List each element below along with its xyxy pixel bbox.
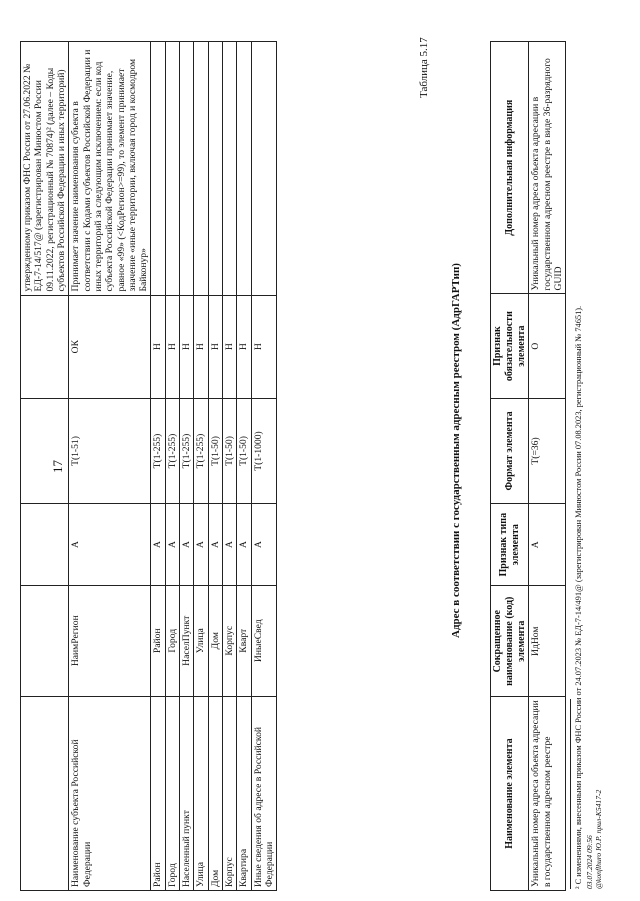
cell-type: А <box>223 504 237 586</box>
footnote-meta-ref: @konflhuro Ю.Р. прил-К5417-2 <box>593 789 603 889</box>
cell-mandatory: Н <box>180 295 194 398</box>
cell-name: Корпус <box>223 696 237 890</box>
footnote-text: ² С изменениями, внесенными приказом ФНС России от 24.07.2023 № ЕД-7-14/491@ (зарегистрирован Минюстом России 07.08.2023, регистрационный № 74651). <box>574 305 583 889</box>
table-row <box>194 42 208 891</box>
table-row <box>237 42 251 891</box>
cell-type: А <box>180 504 194 586</box>
table-row <box>251 42 277 891</box>
cell-code: ИныеСвед <box>251 585 277 696</box>
table-row <box>208 42 222 891</box>
cell-code: Дом <box>208 585 222 696</box>
cell-format: Т(1-51) <box>69 398 151 503</box>
cell-format: Т(1-50) <box>237 398 251 503</box>
footnote-divider <box>570 699 571 889</box>
cell-mandatory: О <box>529 294 566 398</box>
cell-type: А <box>165 504 179 586</box>
cell-code: Улица <box>194 585 208 696</box>
elements-table-continued <box>20 41 277 891</box>
cell-info <box>165 42 179 296</box>
cell-type: А <box>208 504 222 586</box>
cell-name: Уникальный номер адреса объекта адресации в государственном адресном реестре <box>529 697 566 891</box>
cell-name: Район <box>151 696 165 890</box>
cell-code: Город <box>165 585 179 696</box>
cell-info <box>151 42 165 296</box>
header-name: Наименование элемента <box>491 697 529 891</box>
page-number: 17 <box>50 460 65 473</box>
cell-info <box>208 42 222 296</box>
header-type: Признак типа элемента <box>491 504 529 586</box>
cell-mandatory: Н <box>251 295 277 398</box>
cell-info <box>180 42 194 296</box>
cell-info <box>194 42 208 296</box>
cell-name: Населенный пункт <box>180 696 194 890</box>
footnote-meta-date: 03.07.2024 09:56 <box>584 835 594 889</box>
cell-info: Принимает значение наименования субъекта в соответствии с Кодами субъектов Российской Федерации и иных территорий за следующим исключением: если код субъекта Российской Федерации принимает значение, равное «99» (<КодРегион>=99), то элемент принимает значение «иные территории, включая город и космодром Байконур» <box>69 42 151 296</box>
cell-mandatory: Н <box>194 295 208 398</box>
cell-code: НаимРегион <box>69 585 151 696</box>
cell-code <box>21 585 69 696</box>
cell-info <box>251 42 277 296</box>
cell-format: Т(1-255) <box>180 398 194 503</box>
cell-name: Город <box>165 696 179 890</box>
cell-mandatory: ОК <box>69 295 151 398</box>
cell-code: Кварт <box>237 585 251 696</box>
cell-name <box>21 696 69 890</box>
header-mandatory: Признак обязательности элемента <box>491 294 529 398</box>
cell-type: А <box>69 504 151 586</box>
cell-mandatory: Н <box>165 295 179 398</box>
cell-format: Т(1-50) <box>223 398 237 503</box>
cell-name: Квартира <box>237 696 251 890</box>
cell-code: НаселПункт <box>180 585 194 696</box>
cell-info <box>223 42 237 296</box>
table-row <box>21 42 69 891</box>
cell-name: Улица <box>194 696 208 890</box>
cell-name: Дом <box>208 696 222 890</box>
cell-format: Т(=36) <box>529 398 566 503</box>
cell-format <box>21 398 69 503</box>
cell-info <box>237 42 251 296</box>
table-row <box>69 42 151 891</box>
cell-mandatory <box>21 295 69 398</box>
cell-type: А <box>151 504 165 586</box>
cell-type: А <box>251 504 277 586</box>
table-number-caption: Таблица 5.17 <box>418 37 430 98</box>
cell-info: Уникальный номер адреса объекта адресации в государственном адресном реестре в виде 36-разрядного GUID <box>529 42 566 294</box>
cell-code: Район <box>151 585 165 696</box>
address-gar-table <box>490 41 566 891</box>
cell-mandatory: Н <box>208 295 222 398</box>
header-code: Сокращенное наименование (код) элемента <box>491 586 529 697</box>
cell-format: Т(1-255) <box>165 398 179 503</box>
table-row <box>180 42 194 891</box>
footnote <box>574 29 603 889</box>
cell-mandatory: Н <box>223 295 237 398</box>
cell-format: Т(1-255) <box>151 398 165 503</box>
cell-mandatory: Н <box>151 295 165 398</box>
cell-code: ИдНом <box>529 586 566 697</box>
table-row <box>151 42 165 891</box>
cell-type: А <box>194 504 208 586</box>
cell-type <box>21 504 69 586</box>
cell-format: Т(1-1000) <box>251 398 277 503</box>
cell-code: Корпус <box>223 585 237 696</box>
cell-type: А <box>237 504 251 586</box>
table-row <box>165 42 179 891</box>
table-header-row <box>491 42 529 891</box>
table-title: Адрес в соответствии с государственным адресным реестром (АдрГАРТип) <box>450 263 462 638</box>
table-row <box>529 42 566 891</box>
cell-name: Иные сведения об адресе в Российской Федерации <box>251 696 277 890</box>
cell-name: Наименование субъекта Российской Федерации <box>69 696 151 890</box>
cell-mandatory: Н <box>237 295 251 398</box>
cell-info: утвержденному приказом ФНС России от 27.06.2022 № ЕД-7-14/517@ (зарегистрирован Минюстом России 09.11.2022, регистрационный № 70874)² (далее – Коды субъектов Российской Федерации и иных территорий) <box>21 42 69 296</box>
table-row <box>223 42 237 891</box>
cell-format: Т(1-255) <box>194 398 208 503</box>
cell-format: Т(1-50) <box>208 398 222 503</box>
header-format: Формат элемента <box>491 398 529 503</box>
header-info: Дополнительная информация <box>491 42 529 294</box>
cell-type: А <box>529 504 566 586</box>
